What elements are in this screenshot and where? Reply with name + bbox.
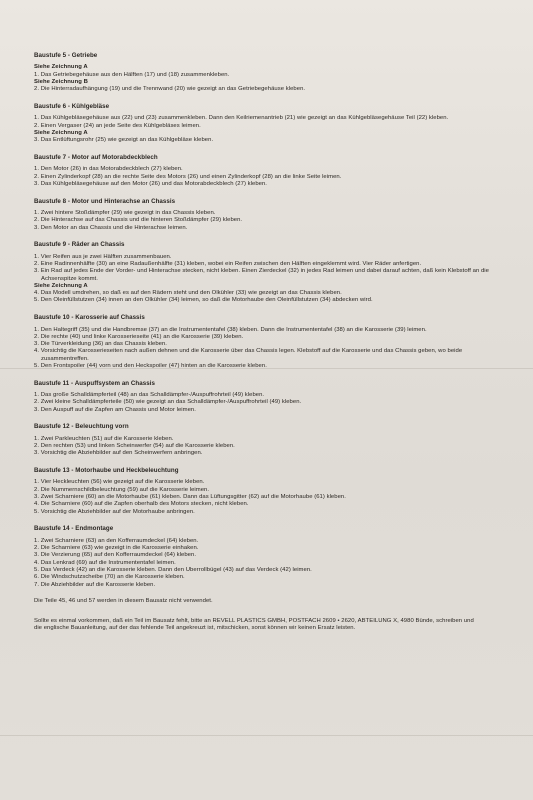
instruction-step: 3. Zwei Scharniere (60) an die Motorhaube (61) kleben. Dann das Lüftungsgitter (62) auf die Motorhaube (61) kleben. [34, 494, 346, 501]
instruction-step: 1. Das große Schalldämpferteil (48) an das Schalldämpfer-/Auspuffrohrteil (49) kleben. [34, 392, 265, 399]
instruction-step: 4. Das Lenkrad (69) auf die Instrumententafel leimen. [34, 559, 176, 566]
instruction-step: 1. Vier Reifen aus je zwei Hälften zusammenbauen. [34, 253, 172, 260]
instruction-step: 3. Vorsichtig die Abziehbilder auf den Scheinwerfern anbringen. [34, 450, 203, 457]
stage-title: Baustufe 7 - Motor auf Motorabdeckblech [34, 153, 158, 161]
instruction-step: 1. Den Motor (26) in das Motorabdeckblech (27) kleben. [34, 166, 183, 173]
instruction-step: 3. Die Türverkleidung (36) an das Chassis kleben. [34, 341, 167, 348]
instruction-step: 2. Die Nummernschildbeleuchtung (59) auf die Karosserie leimen. [34, 486, 210, 493]
instruction-step: 2. Die Hinterradaufhängung (19) und die Trennwand (20) wie gezeigt an das Getriebegehäuse kleben. [34, 86, 306, 93]
instruction-step: 3. Ein Rad auf jedes Ende der Vorder- und Hinterachse stecken, nicht kleben. Einen Zierdeckel (32) in jedes Rad leimen und dabei darauf achten, daß kein Klebstoff an die Achsenspitze kommt. [34, 268, 489, 282]
stage-title: Baustufe 11 - Auspuffsystem an Chassis [34, 379, 155, 387]
drawing-reference: Siehe Zeichnung A [34, 129, 88, 136]
assembly-stage [34, 314, 504, 370]
instruction-step: 4. Vorsichtig die Karosserieseiten nach außen dehnen und die Karosserie über das Chassis legen. Klebstoff auf die Karosserie und das Chassis geben, wo beide zusammentreffen. [34, 348, 463, 362]
instruction-step: 1. Vier Heckleuchten (56) wie gezeigt auf die Karosserie kleben. [34, 479, 205, 486]
instruction-step: 5. Das Verdeck (42) an die Karosserie kleben. Dann den Überrollbügel (43) auf das Verdeck (42) leimen. [34, 566, 312, 573]
instruction-step: 3. Das Kühlgebläsegehäuse auf den Motor (26) und das Motorabdeckblech (27) kleben. [34, 180, 267, 187]
instruction-step: 6. Die Windschutzscheibe (70) an die Karosserie kleben. [34, 574, 185, 581]
assembly-stage [34, 467, 504, 516]
instruction-step: 2. Die Scharniere (63) wie gezeigt in die Karosserie einhaken. [34, 545, 199, 552]
assembly-stage [34, 525, 504, 588]
instruction-step: 5. Den Öleinfüllstutzen (34) innen an den Ölkühler (34) leimen, so daß die Motorhaube den Öleinfüllstutzen (34) abdecken wird. [34, 297, 373, 304]
assembly-stage [34, 423, 504, 457]
instruction-step: 2. Einen Vergaser (24) an jede Seite des Kühlgebläses leimen. [34, 122, 201, 129]
unused-parts-note: Die Teile 45, 46 und 57 werden in diesem Bausatz nicht verwendet. [34, 598, 213, 605]
drawing-reference: Siehe Zeichnung A [34, 64, 88, 71]
assembly-stage [34, 241, 504, 304]
stage-title: Baustufe 12 - Beleuchtung vorn [34, 423, 129, 431]
assembly-stage [34, 154, 504, 188]
stage-title: Baustufe 6 - Kühlgebläse [34, 102, 110, 110]
instruction-step: 2. Zwei kleine Schalldämpferteile (50) wie gezeigt an das Schalldämpfer-/Auspuffrohrteil (49) kleben. [34, 399, 302, 406]
stage-title: Baustufe 8 - Motor und Hinterachse an Chassis [34, 197, 176, 205]
instruction-step: 3. Das Entlüftungsrohr (25) wie gezeigt an das Kühlgebläse kleben. [34, 137, 214, 144]
assembly-stage [34, 198, 504, 232]
assembly-stage [34, 103, 504, 144]
instruction-step: 1. Zwei hintere Stoßdämpfer (29) wie gezeigt in das Chassis kleben. [34, 209, 216, 216]
drawing-reference: Siehe Zeichnung B [34, 78, 88, 85]
instruction-step: 3. Den Auspuff auf die Zapfen am Chassis und Motor leimen. [34, 406, 196, 413]
instruction-step: 2. Den rechten (53) und linken Scheinwerfer (54) auf die Karosserie kleben. [34, 443, 235, 450]
instruction-step: 1. Das Kühlgebläsegehäuse aus (22) und (23) zusammenkleben. Dann den Keilriemenantrieb (21) wie gezeigt an das Kühlgebläsegehäuse Teil (22) kleben. [34, 115, 449, 122]
stage-title: Baustufe 14 - Endmontage [34, 525, 114, 533]
stage-title: Baustufe 13 - Motorhaube und Heckbeleuchtung [34, 467, 179, 475]
instruction-step: 5. Vorsichtig die Abziehbilder auf der Motorhaube anbringen. [34, 508, 195, 515]
instruction-step: 1. Zwei Parkleuchten (51) auf die Karosserie kleben. [34, 435, 174, 442]
instructions-body [34, 52, 504, 632]
drawing-reference: Siehe Zeichnung A [34, 282, 88, 289]
instruction-step: 1. Den Haltegriff (35) und die Handbremse (37) an die Instrumententafel (38) kleben. Dann die Instrumententafel (38) an die Karosserie (39) leimen. [34, 326, 427, 333]
instruction-step: 1. Zwei Scharniere (63) an den Kofferraumdeckel (64) kleben. [34, 537, 199, 544]
instruction-step: 2. Die Hinterachse auf das Chassis und die hinteren Stoßdämpfer (29) kleben. [34, 217, 243, 224]
instruction-step: 2. Die rechte (40) und linke Karosserieseite (41) an die Karosserie (39) kleben. [34, 333, 244, 340]
instruction-step: 4. Die Scharniere (60) auf die Zapfen oberhalb des Motors stecken, nicht kleben. [34, 501, 249, 508]
paper-fold [0, 735, 533, 736]
stage-title: Baustufe 9 - Räder an Chassis [34, 241, 125, 249]
instruction-step: 4. Das Modell umdrehen, so daß es auf den Rädern steht und den Ölkühler (33) wie gezeigt an das Chassis kleben. [34, 290, 342, 297]
instruction-step: 3. Die Verzierung (65) auf den Kofferraumdeckel (64) kleben. [34, 552, 197, 559]
instruction-step: 3. Den Motor an das Chassis und die Hinterachse leimen. [34, 224, 188, 231]
stage-title: Baustufe 10 - Karosserie auf Chassis [34, 314, 145, 322]
stage-title: Baustufe 5 - Getriebe [34, 52, 98, 59]
instruction-step: 2. Einen Zylinderkopf (28) an die rechte Seite des Motors (26) und einen Zylinderkopf (28) an die linke Seite leimen. [34, 173, 342, 180]
instruction-step: 5. Den Frontspoiler (44) vorn und den Heckspoiler (47) hinten an die Karosserie kleben. [34, 363, 267, 369]
assembly-stage [34, 380, 504, 414]
instruction-step: 1. Das Getriebegehäuse aus den Hälften (17) und (18) zusammenkleben. [34, 71, 230, 78]
instruction-step: 2. Eine Radinnenhälfte (30) an eine Radaußenhälfte (31) kleben, wobei ein Reifen zwischen den Hälften eingeklemmt wird. Vier Räder anfertigen. [34, 260, 422, 267]
assembly-stage [34, 52, 504, 93]
instruction-step: 7. Die Abziehbilder auf die Karosserie kleben. [34, 581, 156, 588]
missing-parts-footer: Sollte es einmal vorkommen, daß ein Teil im Bausatz fehlt, bitte an REVELL PLASTICS GMBH, POSTFACH 2609 • 2620, ABTEILUNG X, 4980 Bünde, schreiben und die englische Bauanleitung, auf der das fehlende Teil angekreuzt ist, mitschicken, sonst können wir keinen Ersatz leisten. [34, 617, 474, 631]
